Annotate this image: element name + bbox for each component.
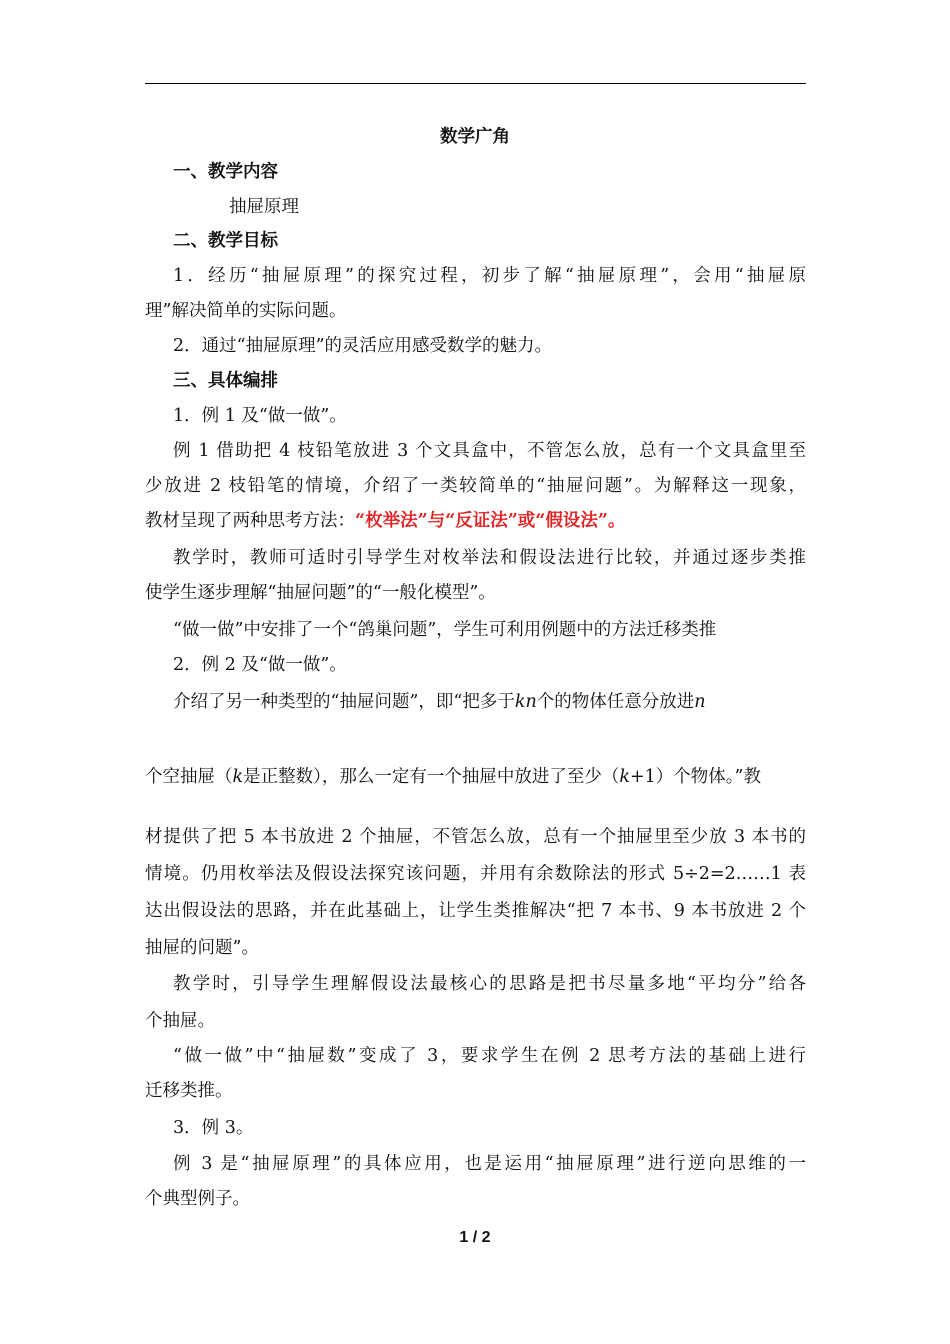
paragraph-line: 情境。仍用枚举法及假设法探究该问题，并用有余数除法的形式 5÷2=2……1 表 [145,864,806,884]
text-span: +1）个物体。”教 [629,767,761,787]
paragraph-line: “做一做”中安排了一个“鸽巢问题”，学生可利用例题中的方法迁移类推 [173,620,717,640]
paragraph-line: 个抽屉。 [145,1011,215,1031]
section-heading-goals: 二、教学目标 [173,231,278,251]
paragraph-line: 教学时，引导学生理解假设法最核心的思路是把书尽量多地“平均分”给各 [173,974,806,994]
paragraph-line: 例 3 是“抽屉原理”的具体应用，也是运用“抽屉原理”进行逆向思维的一 [173,1154,806,1174]
text-span: 介绍了另一种类型的“抽屉问题”，即“把多于 [173,692,515,712]
paragraph-line: 迁移类推。 [145,1081,233,1101]
paragraph-line: 教学时，教师可适时引导学生对枚举法和假设法进行比较，并通过逐步类推 [173,548,806,568]
header-rule [145,83,806,84]
paragraph-line: 个典型例子。 [145,1189,250,1209]
page-title: 数学广角 [440,127,510,147]
math-variable: k [619,767,630,787]
paragraph-line: 达出假设法的思路，并在此基础上，让学生类推解决“把 7 本书、9 本书放进 2 个 [145,901,806,921]
list-item: 2．例 2 及“做一做”。 [173,655,347,675]
text-span: 是正整数），那么一定有一个抽屉中放进了至少（ [243,767,620,787]
paragraph-line [145,509,806,533]
section-text: 抽屉原理 [229,197,299,217]
paragraph-line: “做一做”中“抽屉数”变成了 3，要求学生在例 2 思考方法的基础上进行 [173,1046,806,1066]
paragraph-line: 例 1 借助把 4 枝铅笔放进 3 个文具盒中，不管怎么放，总有一个文具盒里至 [173,441,806,461]
math-variable: n [694,692,706,712]
paragraph-line: 少放进 2 枝铅笔的情境，介绍了一类较简单的“抽屉问题”。为解释这一现象， [145,476,806,496]
paragraph-line: 理”解决简单的实际问题。 [145,301,347,321]
list-item: 1．例 1 及“做一做”。 [173,406,347,426]
text-span: 教材呈现了两种思考方法： [145,511,355,531]
page-number: 1 / 2 [459,1229,491,1246]
section-heading-arrangement: 三、具体编排 [173,371,278,391]
text-span: 个空抽屉（ [145,767,233,787]
paragraph-line [173,690,834,714]
math-variable: k [232,767,244,787]
paragraph-line [145,765,806,789]
list-item: 3．例 3。 [173,1118,254,1138]
paragraph-line: 抽屉的问题”。 [145,938,259,958]
paragraph-line: 材提供了把 5 本书放进 2 个抽屉，不管怎么放，总有一个抽屉里至少放 3 本书的 [145,827,806,847]
math-variable: kn [514,692,537,712]
paragraph-line: 2．通过“抽屉原理”的灵活应用感受数学的魅力。 [173,336,553,356]
paragraph-line: 1．经历“抽屉原理”的探究过程，初步了解“抽屉原理”，会用“抽屉原 [173,266,806,286]
highlight-text: “枚举法”与“反证法”或“假设法”。 [355,511,626,531]
paragraph-line: 使学生逐步理解“抽屉问题”的“一般化模型”。 [145,583,496,603]
section-heading-content: 一、教学内容 [173,162,278,182]
text-span: 个的物体任意分放进 [536,692,695,712]
